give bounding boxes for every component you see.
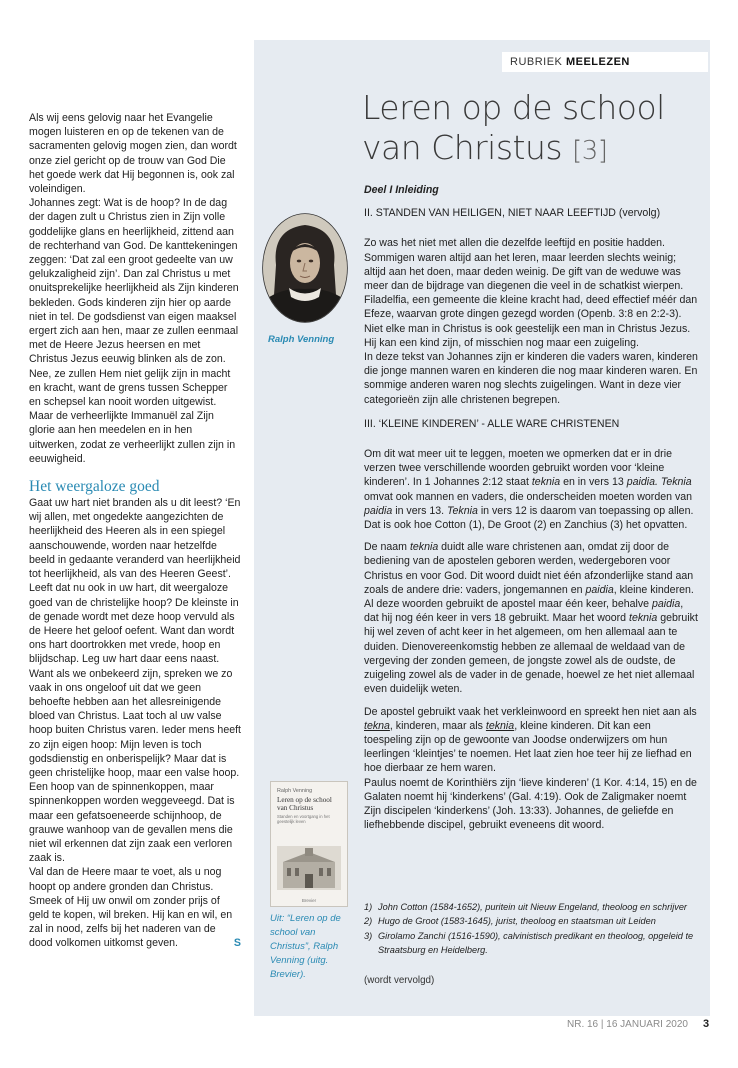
section-heading: Het weergaloze goed <box>29 478 160 496</box>
section-heading: II. STANDEN VAN HEILIGEN, NIET NAAR LEEFTIJD (vervolg) <box>364 207 661 220</box>
book-title: Leren op de school van Christus <box>277 796 332 812</box>
section-heading: III. ‘KLEINE KINDEREN’ - ALLE WARE CHRISTENEN <box>364 417 620 430</box>
paragraph: Val dan de Heere maar te voet, als u nog hoopt op andere gronden dan Christus. Smeek of Hij uw onwil om zonder prijs of geld te kopen, wil breken. Hij kan en wil, en zal in nood, zelfs bij het naderen van de dood volkomen uitkomst geven. S <box>29 866 241 950</box>
footnote: 3) Girolamo Zanchi (1516-1590), calvinistisch predikant en theoloog, opgeleid te Straatsburg en Heidelberg. <box>364 930 694 956</box>
book-author: Ralph Venning <box>277 788 313 794</box>
article-body <box>364 183 698 832</box>
paragraph: Johannes zegt: Wat is de hoop? In de dag der dagen zult u Christus zien in Zijn volle goddelijke glans en heerlijkheid, zittend aan de rechterhand van God. De kanttekeningen zeggen: ‘Dat zal een groot gedeelte van uw gelukzaligheid zijn’. Dan zal Christus u met onuitsprekelijke heerlijkheid als Zijn kinderen bekleden. Gods kinderen zijn hier op aarde niet in tel. De godsdienst van eigen maaksel ergert zich aan hen, maar ze zullen eenmaal met de Heere Jezus heersen en met Christus Jezus eeuwig blinken als de zon. Nee, ze zullen Hem niet gelijk zijn in macht en kracht, want de grens tussen Schepper en schepsel kan nooit worden uitgewist. Maar de verheerlijkte Immanuël zal Zijn glorie aan hen meedelen en in hen uitwerken, zodat ze verheerlijkt zullen zijn in eeuwigheid. <box>29 197 239 465</box>
portrait-caption: Ralph Venning <box>268 334 335 345</box>
paragraph: Zo was het niet met allen die dezelfde leeftijd en positie hadden. Sommigen waren altijd aan het leren, maar leerden slechts weinig; altijd aan het doen, maar deden weinig. De gift van de weduwe was meer dan de bijdrage van diegenen die veel in de schatkist wierpen. Filadelfia, een gemeente die kleine kracht had, deed effectief méér dan Efeze, waarvan grote dingen gezegd worden (Openb. 3:8 en 2:2-3). Niet elke man in Christus is ook geestelijk een man in Christus Jezus. Hij kan een kind zijn, of misschien nog maar een zuigeling. <box>364 237 698 349</box>
paragraph: Als wij eens gelovig naar het Evangelie mogen luisteren en op de tekenen van de sacramenten gelovig mogen zien, dan wordt onze ziel gericht op de trouw van God Die het goede werk dat Hij begonnen is, ook zal voleindigen. <box>29 112 237 196</box>
article-title: Leren op de school van Christus [3] <box>362 88 665 167</box>
book-caption: Uit: “Leren op de school van Christus”, Ralph Venning (uitg. Brevier). <box>270 913 341 980</box>
to-be-continued: (wordt vervolgd) <box>364 975 435 986</box>
series-number: [3] <box>572 136 608 166</box>
issue-info: NR. 16 | 16 JANUARI 2020 <box>567 1019 688 1030</box>
footnotes <box>364 900 704 958</box>
page-number: 3 <box>703 1018 710 1030</box>
paragraph: Om dit wat meer uit te leggen, moeten we opmerken dat er in drie verzen twee verschillende woorden gebruikt worden voor ‘kleine kinderen’. In 1 Johannes 2:12 staat teknia en in vers 13 paidia. Teknia omvat ook mannen en vaders, die onderscheiden moeten worden van paidia in vers 13. Teknia in vers 12 is daarom van toepassing op allen. Dat is ook hoe Cotton (1), De Groot (2) en Zanchius (3) het opvatten. <box>364 448 694 532</box>
paragraph: De naam teknia duidt alle ware christenen aan, omdat zij door de bediening van de apostelen geboren werden, wedergeboren voor Christus en voor God. Dit woord duidt niet één afzonderlijke stand aan zoals de andere drie: vaders, jongemannen en paidia, kleine kinderen. Al deze woorden gebruikt de apostel maar één keer, behalve paidia, dat hij nog één keer in vers 18 gebruikt. Maar het woord teknia gebruikt hij wel zeven of acht keer in het algemeen, om hen allemaal aan te duiden. Dienovereenkomstig hebben ze allemaal de weldaad van de vergeving der zonden gemeen, de jongste zowel als de oudste, de zuigeling zowel als de vader in de genade, hoewel ze het niet allemaal even duidelijk weten. <box>364 541 698 696</box>
paragraph: In deze tekst van Johannes zijn er kinderen die vaders waren, kinderen die jonge mannen waren en kinderen die nog maar kinderen waren. En sommige anderen waren nog slechts zuigelingen. Want in deze vier categorieën zijn alle christenen begrepen. <box>364 351 698 406</box>
rubric-label: RUBRIEK MEELEZEN <box>502 52 708 72</box>
paragraph: De apostel gebruikt vaak het verkleinwoord en spreekt hen niet aan als tekna, kinderen, maar als teknia, kleine kinderen. Dit kan een toespeling zijn op de gewoonte van Joodse onderwijzers om hun leerlingen ‘kleintjes’ te noemen. Het laat zien hoe teer hij ze liefhad en hoe dierbaar ze hem waren. <box>364 705 697 775</box>
book-publisher: Brevier <box>301 898 317 903</box>
book-cover <box>270 781 348 907</box>
paragraph: Leeft dat nu ook in uw hart, dit weergaloze goed van de christelijke hoop? De kleinste in de genade wordt met deze hoop vervuld als de Heere het geloof oefent. Want dan wordt ons hart doortrokken met vrede, hoop en blijdschap. Leg uw hart daar eens naast. Want als we onbekeerd zijn, spreken we zo vaak in ons ongeloof uit dat we geen behoefte hebben aan het allesreinigende bloed van Christus. Laat toch al uw valse hoop buiten Christus varen. Ieder mens heeft zo zijn eigen hoop: Mijn leven is toch godsdienstig en onberispelijk? Maar dat is geen christelijke hoop, maar een valse hoop. Een hoop van de spinnenkoppen, maar spinnenkoppen worden weggeveegd. Dat is maar een gefatsoeneerde schijnhoop, de grauwe wanhoop van de gevallen mens die niet wil erkennen dat zijn zaak een verloren zaak is. <box>29 582 241 865</box>
building-illustration <box>277 846 341 890</box>
paragraph: Paulus noemt de Korinthiërs zijn ‘lieve kinderen’ (1 Kor. 4:14, 15) en de Galaten noemt hij ‘kinderkens’ (Gal. 4:19). Ook de Zaligmaker noemt Zijn discipelen ‘kinderkens’ (Joh. 13:33). Johannes, de geliefde en liefhebbende discipel, gebruikt eveneens dit woord. <box>364 776 697 832</box>
footnote: 1) John Cotton (1584-1652), puritein uit Nieuw Engeland, theoloog en schrijver <box>364 902 687 912</box>
part-heading: Deel I Inleiding <box>364 184 439 196</box>
end-mark-icon: S <box>233 937 241 950</box>
ralph-venning-portrait <box>262 213 348 323</box>
footnote: 2) Hugo de Groot (1583-1645), jurist, theoloog en staatsman uit Leiden <box>364 916 656 927</box>
left-column <box>29 111 241 951</box>
book-subtitle: Standen en voortgang in het geestelijk leven <box>277 814 330 825</box>
paragraph: Gaat uw hart niet branden als u dit leest? ‘En wij allen, met ongedekte aangezichten de heerlijkheid des Heeren als in een spiegel aanschouwende, worden naar hetzelfde beeld in gedaante veranderd van heerlijkheid tot heerlijkheid, als van des Heeren Geest’. <box>29 497 241 581</box>
rubric-name: MEELEZEN <box>565 56 630 68</box>
